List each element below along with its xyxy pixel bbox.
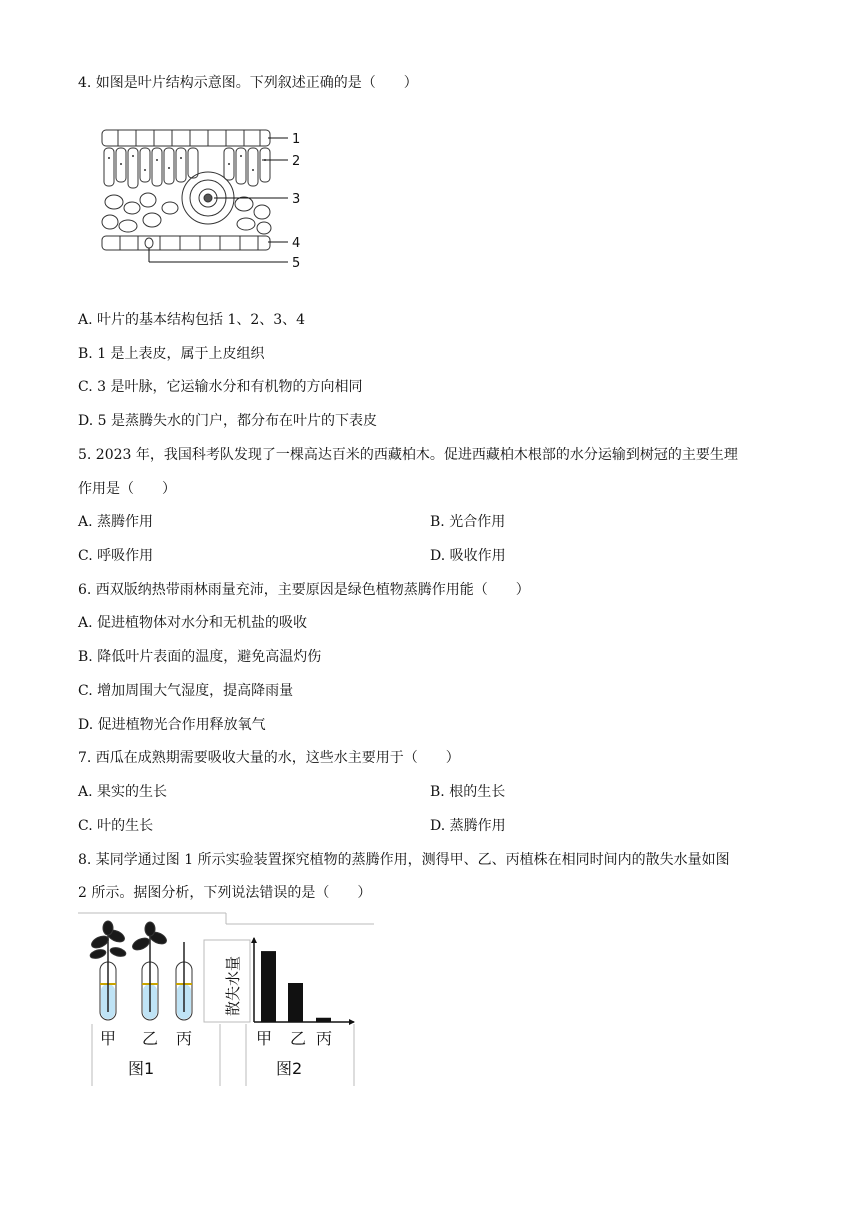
figure-1-caption: 图1 — [128, 1059, 155, 1078]
q7-option-d[interactable]: D. 蒸腾作用 — [430, 818, 506, 834]
bar-2 — [316, 1018, 331, 1022]
bar-label-yi: 乙 — [290, 1029, 307, 1048]
bar-label-bing: 丙 — [316, 1029, 333, 1048]
q5-stem-line2: 作用是（ ） — [78, 481, 176, 497]
bar-0 — [261, 951, 276, 1022]
q5-option-d[interactable]: D. 吸收作用 — [430, 548, 506, 564]
bar-label-jia: 甲 — [256, 1029, 273, 1048]
diagram-label-4: 4 — [292, 236, 301, 251]
bar-1 — [288, 983, 303, 1022]
q7-option-a[interactable]: A. 果实的生长 — [78, 784, 168, 800]
figure-2-chart — [251, 937, 355, 1025]
q6-option-a[interactable]: A. 促进植物体对水分和无机盐的吸收 — [78, 615, 308, 631]
tube-yi — [131, 922, 169, 1020]
q8-stem-line2: 2 所示。据图分析，下列说法错误的是（ ） — [78, 885, 372, 901]
tube-label-bing: 丙 — [176, 1029, 193, 1048]
q4-option-d[interactable]: D. 5 是蒸腾失水的门户，都分布在叶片的下表皮 — [78, 413, 377, 429]
diagram-label-5: 5 — [292, 256, 301, 271]
q4-stem: 4. 如图是叶片结构示意图。下列叙述正确的是（ ） — [78, 75, 418, 91]
q7-option-b[interactable]: B. 根的生长 — [430, 784, 506, 800]
q7-stem: 7. 西瓜在成熟期需要吸收大量的水，这些水主要用于（ ） — [78, 750, 460, 766]
q5-option-c[interactable]: C. 呼吸作用 — [78, 548, 154, 564]
q6-stem: 6. 西双版纳热带雨林雨量充沛，主要原因是绿色植物蒸腾作用能（ ） — [78, 582, 530, 598]
diagram-label-1: 1 — [292, 132, 301, 147]
figure-1-apparatus — [78, 912, 374, 1088]
tube-jia — [89, 921, 127, 1020]
q5-option-a[interactable]: A. 蒸腾作用 — [78, 514, 154, 530]
q4-option-c[interactable]: C. 3 是叶脉，它运输水分和有机物的方向相同 — [78, 379, 363, 395]
q8-stem-line1: 8. 某同学通过图 1 所示实验装置探究植物的蒸腾作用，测得甲、乙、丙植株在相同时间内的散失水量如图 — [78, 852, 730, 868]
tube-label-yi: 乙 — [142, 1029, 159, 1048]
q5-option-b[interactable]: B. 光合作用 — [430, 514, 506, 530]
tube-label-jia: 甲 — [100, 1029, 117, 1048]
tube-bing — [176, 942, 192, 1020]
q7-option-c[interactable]: C. 叶的生长 — [78, 818, 154, 834]
figure-2-caption: 图2 — [276, 1059, 303, 1078]
figure-2-ylabel: 散失水量 — [224, 955, 242, 1016]
q4-option-a[interactable]: A. 叶片的基本结构包括 1、2、3、4 — [78, 312, 306, 328]
q6-option-b[interactable]: B. 降低叶片表面的温度，避免高温灼伤 — [78, 649, 322, 665]
leaf-structure-diagram — [96, 124, 310, 274]
q6-option-d[interactable]: D. 促进植物光合作用释放氧气 — [78, 717, 266, 733]
diagram-label-2: 2 — [292, 154, 301, 169]
y-axis-arrow — [251, 937, 257, 943]
diagram-label-3: 3 — [292, 192, 301, 207]
q4-option-b[interactable]: B. 1 是上表皮，属于上皮组织 — [78, 346, 265, 362]
q6-option-c[interactable]: C. 增加周围大气湿度，提高降雨量 — [78, 683, 294, 699]
q5-stem-line1: 5. 2023 年，我国科考队发现了一棵高达百米的西藏柏木。促进西藏柏木根部的水分运输到树冠的主要生理 — [78, 447, 738, 463]
